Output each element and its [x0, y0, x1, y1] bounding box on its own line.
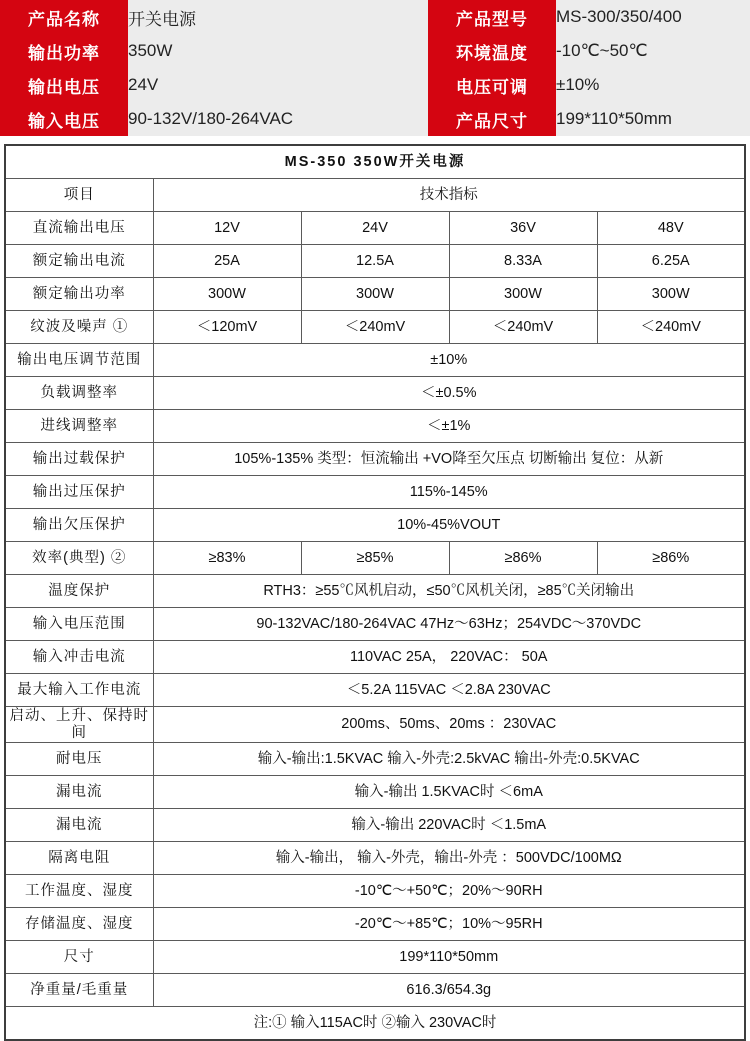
- spec-label: 尺寸: [5, 941, 153, 974]
- spec-row-load-regulation: [5, 377, 745, 410]
- spec-cell: 12V: [153, 212, 301, 245]
- spec-cell: 输入-输出 220VAC时 ＜1.5mA: [153, 809, 745, 842]
- spec-cell: 200ms、50ms、20ms ：230VAC: [153, 707, 745, 743]
- specification-table: [4, 144, 746, 1041]
- spec-label: 输出过压保护: [5, 476, 153, 509]
- spec-label: 效率(典型) ②: [5, 542, 153, 575]
- spec-cell: 36V: [449, 212, 597, 245]
- spec-label: 纹波及噪声 ①: [5, 311, 153, 344]
- spec-label: 净重量/毛重量: [5, 974, 153, 1007]
- spec-row-leakage-current-2: [5, 809, 745, 842]
- specification-body: [5, 145, 745, 1040]
- spec-cell: 115%-145%: [153, 476, 745, 509]
- summary-label-output-power: 输出功率: [0, 34, 128, 68]
- spec-label: 负载调整率: [5, 377, 153, 410]
- spec-row-line-regulation: [5, 410, 745, 443]
- spec-label: 进线调整率: [5, 410, 153, 443]
- spec-label: 工作温度、湿度: [5, 875, 153, 908]
- summary-label-output-voltage: 输出电压: [0, 68, 128, 102]
- spec-cell: 90-132VAC/180-264VAC 47Hz～63Hz；254VDC～370VDC: [153, 608, 745, 641]
- spec-row-leakage-current-1: [5, 776, 745, 809]
- summary-row: [0, 34, 750, 68]
- spec-cell: ≥86%: [597, 542, 745, 575]
- spec-cell: 24V: [301, 212, 449, 245]
- summary-value-input-voltage: 90-132V/180-264VAC: [128, 102, 428, 136]
- product-summary-table: [0, 0, 750, 136]
- spec-label: 额定输出电流: [5, 245, 153, 278]
- spec-label: 输入冲击电流: [5, 641, 153, 674]
- summary-value-product-model: MS-300/350/400: [556, 0, 750, 34]
- spec-row-inrush-current: [5, 641, 745, 674]
- summary-label-voltage-adjustable: 电压可调: [428, 68, 556, 102]
- spec-cell: ＜±1%: [153, 410, 745, 443]
- spec-label: 额定输出功率: [5, 278, 153, 311]
- summary-row: [0, 102, 750, 136]
- summary-row: [0, 68, 750, 102]
- summary-value-product-name: 开关电源: [128, 0, 428, 34]
- spec-label: 直流输出电压: [5, 212, 153, 245]
- spec-row-storage-temp-humidity: [5, 908, 745, 941]
- spec-cell: 300W: [597, 278, 745, 311]
- spec-row-rated-output-power: [5, 278, 745, 311]
- spec-cell: 300W: [153, 278, 301, 311]
- spec-cell: -20℃～+85℃；10%～95RH: [153, 908, 745, 941]
- spec-cell: 199*110*50mm: [153, 941, 745, 974]
- spec-cell: RTH3：≥55℃风机启动，≤50℃风机关闭，≥85℃关闭输出: [153, 575, 745, 608]
- spec-header-item: 项目: [5, 179, 153, 212]
- spec-footnote: 注:① 输入115AC时 ②输入 230VAC时: [5, 1007, 745, 1041]
- spec-cell: ±10%: [153, 344, 745, 377]
- spec-title-row: [5, 145, 745, 179]
- summary-label-product-model: 产品型号: [428, 0, 556, 34]
- spec-label: 输出过载保护: [5, 443, 153, 476]
- spec-row-output-voltage-adjust-range: [5, 344, 745, 377]
- spec-cell: 616.3/654.3g: [153, 974, 745, 1007]
- spec-cell: ≥83%: [153, 542, 301, 575]
- summary-value-product-size: 199*110*50mm: [556, 102, 750, 136]
- spec-row-overvoltage-protection: [5, 476, 745, 509]
- spec-label: 存储温度、湿度: [5, 908, 153, 941]
- summary-label-ambient-temperature: 环境温度: [428, 34, 556, 68]
- spec-label: 输入电压范围: [5, 608, 153, 641]
- spec-row-ripple-noise: [5, 311, 745, 344]
- spec-row-net-gross-weight: [5, 974, 745, 1007]
- summary-row: [0, 0, 750, 34]
- spec-header-row: [5, 179, 745, 212]
- spec-row-input-voltage-range: [5, 608, 745, 641]
- spec-note-row: [5, 1007, 745, 1041]
- summary-label-product-size: 产品尺寸: [428, 102, 556, 136]
- summary-label-input-voltage: 输入电压: [0, 102, 128, 136]
- spec-title: MS-350 350W开关电源: [5, 145, 745, 179]
- spec-row-overload-protection: [5, 443, 745, 476]
- summary-value-output-voltage: 24V: [128, 68, 428, 102]
- spec-cell: ≥85%: [301, 542, 449, 575]
- spec-label: 启动、上升、保持时间: [5, 707, 153, 743]
- spec-cell: ＜240mV: [301, 311, 449, 344]
- spec-cell: 12.5A: [301, 245, 449, 278]
- spec-label: 漏电流: [5, 776, 153, 809]
- spec-label: 隔离电阻: [5, 842, 153, 875]
- spec-label: 温度保护: [5, 575, 153, 608]
- summary-value-output-power: 350W: [128, 34, 428, 68]
- spec-cell: 8.33A: [449, 245, 597, 278]
- spec-row-temperature-protection: [5, 575, 745, 608]
- spec-cell: 输入-输出 1.5KVAC时 ＜6mA: [153, 776, 745, 809]
- spec-cell: 300W: [449, 278, 597, 311]
- spec-row-operating-temp-humidity: [5, 875, 745, 908]
- spec-cell: 6.25A: [597, 245, 745, 278]
- spec-row-isolation-resistance: [5, 842, 745, 875]
- spec-cell: ＜5.2A 115VAC ＜2.8A 230VAC: [153, 674, 745, 707]
- spec-row-max-input-current: [5, 674, 745, 707]
- spec-cell: ＜±0.5%: [153, 377, 745, 410]
- spec-row-undervoltage-protection: [5, 509, 745, 542]
- spec-cell: ≥86%: [449, 542, 597, 575]
- spec-label: 耐电压: [5, 743, 153, 776]
- spec-row-startup-rise-hold-time: [5, 707, 745, 743]
- summary-label-product-name: 产品名称: [0, 0, 128, 34]
- spec-label: 最大输入工作电流: [5, 674, 153, 707]
- spec-cell: 输入-输出:1.5KVAC 输入-外壳:2.5kVAC 输出-外壳:0.5KVAC: [153, 743, 745, 776]
- spec-header-indicator: 技术指标: [153, 179, 745, 212]
- spec-label: 输出电压调节范围: [5, 344, 153, 377]
- summary-value-ambient-temperature: -10℃~50℃: [556, 34, 750, 68]
- spec-row-withstand-voltage: [5, 743, 745, 776]
- spec-cell: ＜120mV: [153, 311, 301, 344]
- spec-cell: 110VAC 25A， 220VAC： 50A: [153, 641, 745, 674]
- specification-section: [0, 144, 750, 1041]
- spec-cell: 300W: [301, 278, 449, 311]
- spec-cell: -10℃～+50℃；20%～90RH: [153, 875, 745, 908]
- spec-cell: 输入-输出， 输入-外壳，输出-外壳 ：500VDC/100MΩ: [153, 842, 745, 875]
- spec-row-dc-output-voltage: [5, 212, 745, 245]
- spec-row-dimensions: [5, 941, 745, 974]
- spec-label: 漏电流: [5, 809, 153, 842]
- spec-row-rated-output-current: [5, 245, 745, 278]
- spec-cell: 25A: [153, 245, 301, 278]
- spec-cell: 48V: [597, 212, 745, 245]
- spec-cell: ＜240mV: [449, 311, 597, 344]
- summary-body: [0, 0, 750, 136]
- spec-cell: 105%-135% 类型：恒流输出 +VO降至欠压点 切断输出 复位：从新: [153, 443, 745, 476]
- spec-cell: 10%-45%VOUT: [153, 509, 745, 542]
- spec-label: 输出欠压保护: [5, 509, 153, 542]
- summary-value-voltage-adjustable: ±10%: [556, 68, 750, 102]
- spec-cell: ＜240mV: [597, 311, 745, 344]
- spec-row-efficiency: [5, 542, 745, 575]
